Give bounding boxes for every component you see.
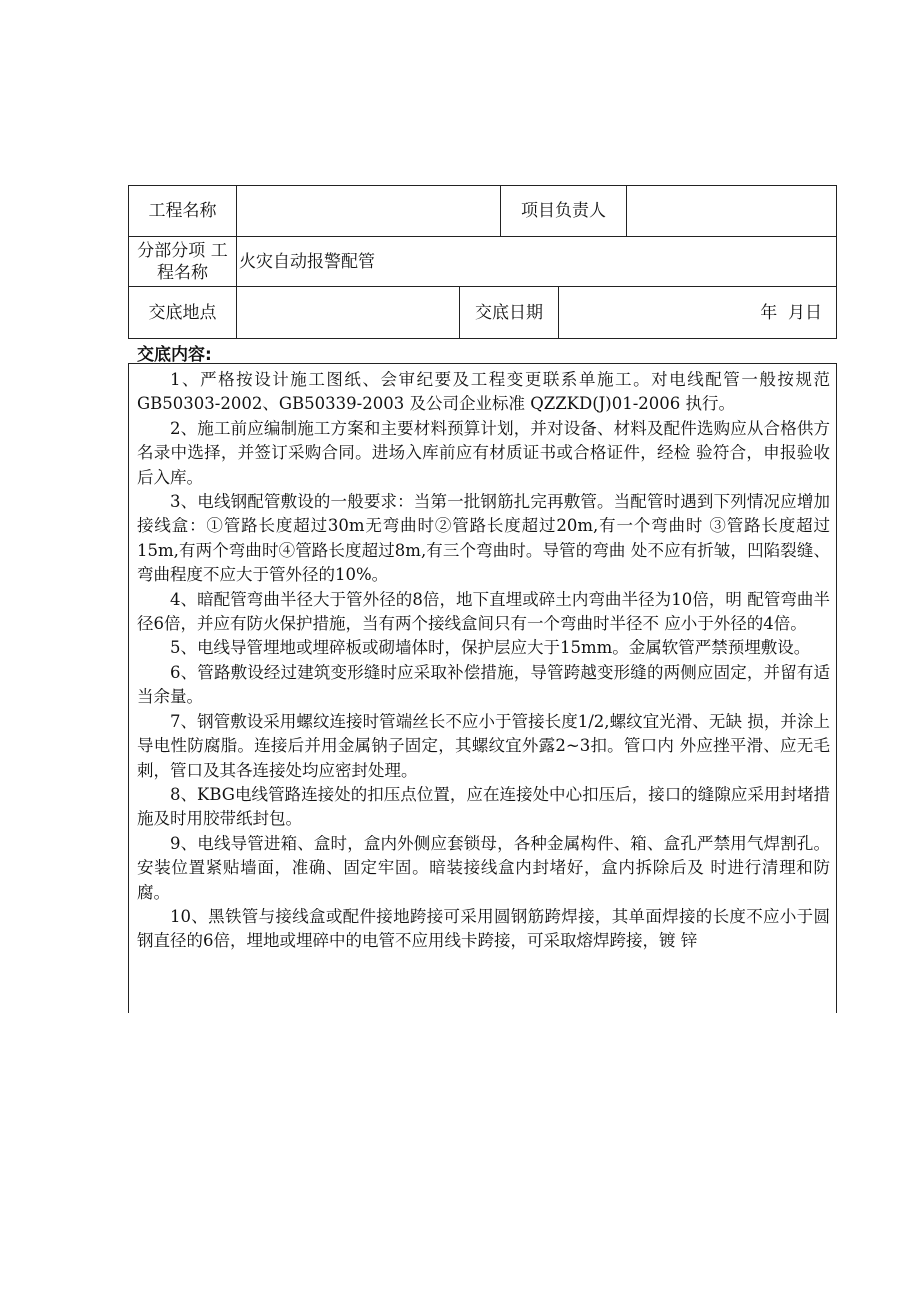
paragraph-8: 8、KBG电线管路连接处的扣压点位置，应在连接处中心扣压后，接口的缝隙应采用封堵措施及时用胶带纸封包。 xyxy=(137,784,830,829)
paragraph-5: 5、电线导管埋地或埋碎板或砌墙体时，保护层应大于15mm。金属软管严禁预埋敷设。 xyxy=(170,638,811,658)
location-value xyxy=(237,287,460,338)
manager-value xyxy=(627,186,836,236)
header-row-project xyxy=(129,186,836,237)
location-label: 交底地点 xyxy=(129,287,237,338)
paragraph-4: 4、暗配管弯曲半径大于管外径的8倍，地下直埋或碎土内弯曲半径为10倍，明 配管弯曲半径6倍，并应有防火保护措施，当有两个接线盒间只有一个弯曲时半径不 应小于外径的4倍。 xyxy=(137,589,830,634)
subproject-value: 火灾自动报警配管 xyxy=(239,251,375,272)
paragraph-10: 10、黑铁管与接线盒或配件接地跨接可采用圆钢筋跨焊接，其单面焊接的长度不应小于圆钢直径的6倍，埋地或埋碎中的电管不应用线卡跨接，可采取熔焊跨接，镀 锌 xyxy=(137,906,830,951)
header-row-location xyxy=(129,287,836,338)
header-row-subproject xyxy=(129,237,836,287)
paragraph-1: 1、严格按设计施工图纸、会审纪要及工程变更联系单施工。对电线配管一般按规范 GB50303-2002、GB50339-2003 及公司企业标准 QZZKD(J)01-2006 执行。 xyxy=(137,370,830,414)
paragraph-2: 2、施工前应编制施工方案和主要材料预算计划，并对设备、材料及配件选购应从合格供方名录中选择，并签订采购合同。进场入库前应有材质证书或合格证件，经检 验符合，申报验收后入库。 xyxy=(137,418,830,487)
paragraph-3: 3、电线钢配管敷设的一般要求：当第一批钢筋扎完再敷管。当配管时遇到下列情况应增加接线盒：①管路长度超过30m无弯曲时②管路长度超过20m,有一个弯曲时 ③管路长度超过15m,有两个弯曲时④管路长度超过8m,有三个弯曲时。导管的弯曲 处不应有折皱，凹陷裂缝、弯曲程度不应大于管外径的10%。 xyxy=(137,492,830,585)
paragraph-9: 9、电线导管进箱、盒时，盒内外侧应套锁母，各种金属构件、箱、盒孔严禁用气焊割孔。安装位置紧贴墙面，准确、固定牢固。暗装接线盒内封堵好，盒内拆除后及 时进行清理和防腐。 xyxy=(137,833,830,902)
manager-label: 项目负责人 xyxy=(501,186,627,236)
project-name-value xyxy=(237,186,501,236)
subproject-label: 分部分项 工程名称 xyxy=(129,237,237,286)
content-label: 交底内容: xyxy=(137,345,212,365)
paragraph-7: 7、钢管敷设采用螺纹连接时管端丝长不应小于管接长度1/2,螺纹宜光滑、无缺 损，并涂上导电性防腐脂。连接后并用金属钠子固定，其螺纹宜外露2~3扣。管口内 外应挫平滑、应无毛刺，管口及其各连接处均应密封处理。 xyxy=(137,711,830,780)
date-label: 交底日期 xyxy=(460,287,559,338)
content-box xyxy=(128,363,837,1013)
date-value: 年 月日 xyxy=(760,302,822,323)
paragraph-6: 6、管路敷设经过建筑变形缝时应采取补偿措施，导管跨越变形缝的两侧应固定，并留有适当余量。 xyxy=(137,662,830,707)
header-table xyxy=(128,185,837,339)
project-name-label: 工程名称 xyxy=(129,186,237,236)
